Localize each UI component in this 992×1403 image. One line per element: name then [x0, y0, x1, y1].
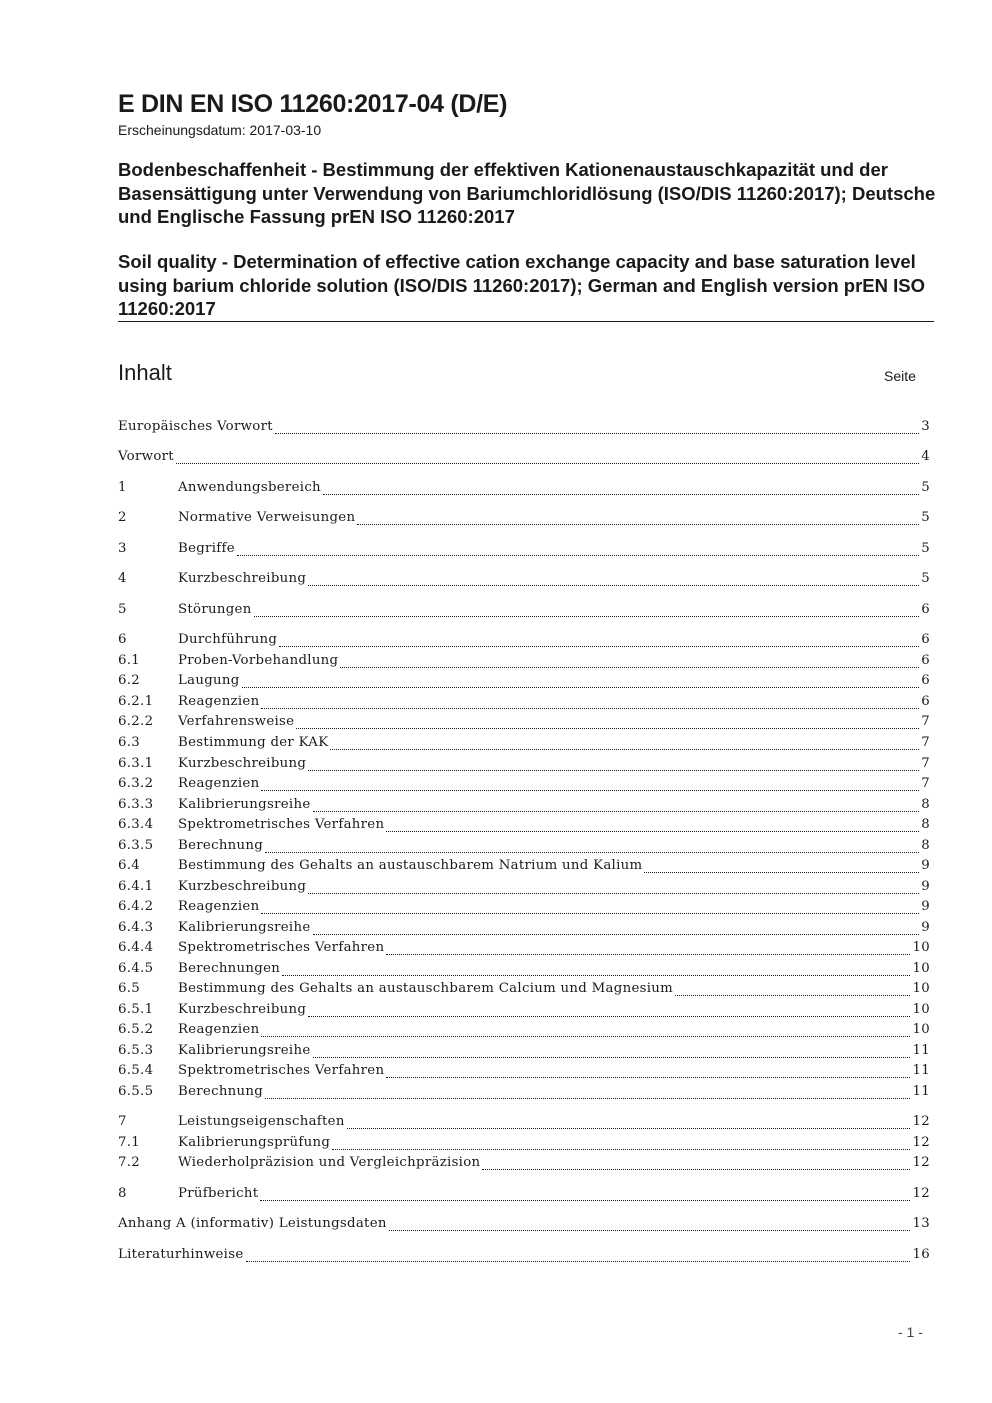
toc-dot-leader — [282, 974, 910, 976]
toc-dot-leader — [644, 871, 919, 873]
toc-entry[interactable] — [118, 981, 930, 1001]
toc-entry-number: 6.2 — [118, 673, 141, 688]
toc-entry-number: 6.4.1 — [118, 879, 154, 894]
toc-entry[interactable] — [118, 776, 930, 796]
toc-entry-number: 6.2.1 — [118, 694, 154, 709]
toc-entry-label: Kalibrierungsreihe — [178, 797, 311, 812]
toc-entry[interactable] — [118, 1247, 930, 1267]
toc-entry-page: 6 — [921, 602, 930, 617]
toc-entry-page: 10 — [912, 940, 930, 955]
toc-entry-label: Reagenzien — [178, 1022, 260, 1037]
toc-dot-leader — [308, 892, 919, 894]
toc-entry-page: 13 — [912, 1216, 930, 1231]
toc-entry-label: Anwendungsbereich — [178, 480, 321, 495]
toc-dot-leader — [313, 933, 920, 935]
toc-dot-leader — [237, 554, 919, 556]
toc-entry[interactable] — [118, 480, 930, 500]
toc-entry[interactable] — [118, 510, 930, 530]
toc-entry[interactable] — [118, 602, 930, 622]
toc-dot-leader — [386, 1076, 910, 1078]
toc-entry-page: 10 — [912, 1002, 930, 1017]
toc-entry[interactable] — [118, 879, 930, 899]
toc-entry-number: 6.4.4 — [118, 940, 154, 955]
toc-dot-leader — [482, 1168, 910, 1170]
toc-entry-label: Spektrometrisches Verfahren — [178, 940, 385, 955]
toc-dot-leader — [386, 953, 910, 955]
toc-entry-page: 12 — [912, 1135, 930, 1150]
toc-entry-label: Kurzbeschreibung — [178, 756, 307, 771]
toc-entry[interactable] — [118, 756, 930, 776]
toc-entry-label: Kalibrierungsprüfung — [178, 1135, 331, 1150]
toc-entry-page: 9 — [921, 920, 930, 935]
toc-entry-label: Prüfbericht — [178, 1186, 259, 1201]
toc-entry-number: 6.5 — [118, 981, 141, 996]
toc-entry-label: Durchführung — [178, 632, 278, 647]
toc-dot-leader — [340, 666, 919, 668]
toc-entry[interactable] — [118, 571, 930, 591]
toc-entry-number: 6.4 — [118, 858, 141, 873]
toc-entry-label: Reagenzien — [178, 899, 260, 914]
toc-entry[interactable] — [118, 735, 930, 755]
toc-entry-label: Reagenzien — [178, 776, 260, 791]
toc-entry-number: 6.5.4 — [118, 1063, 154, 1078]
toc-entry-page: 6 — [921, 694, 930, 709]
toc-entry-number: 6.1 — [118, 653, 141, 668]
toc-entry-label: Störungen — [178, 602, 252, 617]
toc-entry[interactable] — [118, 1114, 930, 1134]
toc-dot-leader — [261, 707, 919, 709]
toc-entry-page: 3 — [921, 419, 930, 434]
toc-entry-page: 10 — [912, 1022, 930, 1037]
toc-dot-leader — [261, 789, 919, 791]
toc-entry-label: Proben-Vorbehandlung — [178, 653, 339, 668]
toc-entry[interactable] — [118, 694, 930, 714]
toc-dot-leader — [308, 769, 919, 771]
toc-entry-page: 7 — [921, 735, 930, 750]
toc-entry-label: Verfahrensweise — [178, 714, 295, 729]
toc-entry[interactable] — [118, 1135, 930, 1155]
toc-entry-label: Kurzbeschreibung — [178, 571, 307, 586]
toc-entry[interactable] — [118, 1002, 930, 1022]
toc-dot-leader — [308, 584, 919, 586]
toc-dot-leader — [261, 912, 919, 914]
toc-entry-page: 5 — [921, 571, 930, 586]
toc-dot-leader — [330, 748, 919, 750]
toc-entry-label: Kurzbeschreibung — [178, 1002, 307, 1017]
toc-entry[interactable] — [118, 858, 930, 878]
english-heading: Soil quality - Determination of effective cation exchange capacity and base saturation level using barium chloride solution (ISO/DIS 11260:2017); German and English version prEN ISO 11260:2017 — [118, 251, 925, 319]
toc-entry[interactable] — [118, 1084, 930, 1104]
toc-dot-leader — [260, 1199, 910, 1201]
toc-entry-page: 5 — [921, 510, 930, 525]
toc-entry-label: Bestimmung der KAK — [178, 735, 329, 750]
table-of-contents — [118, 0, 930, 1403]
toc-entry[interactable] — [118, 419, 930, 439]
toc-entry-label: Berechnung — [178, 1084, 264, 1099]
toc-entry-label: Bestimmung des Gehalts an austauschbarem Calcium und Magnesium — [178, 981, 674, 996]
toc-entry[interactable] — [118, 1022, 930, 1042]
toc-entry-page: 11 — [912, 1084, 930, 1099]
toc-dot-leader — [261, 1035, 910, 1037]
toc-entry-page: 8 — [921, 817, 930, 832]
toc-entry-label: Leistungseigenschaften — [178, 1114, 345, 1129]
toc-dot-leader — [296, 727, 919, 729]
toc-entry-page: 12 — [912, 1155, 930, 1170]
toc-entry-label: Bestimmung des Gehalts an austauschbarem Natrium und Kalium — [178, 858, 643, 873]
toc-entry-label: Europäisches Vorwort — [118, 419, 273, 434]
toc-entry-page: 5 — [921, 480, 930, 495]
publication-date: Erscheinungsdatum: 2017-03-10 — [118, 122, 322, 138]
toc-entry-number: 3 — [118, 541, 127, 556]
toc-entry[interactable] — [118, 1216, 930, 1236]
toc-entry-number: 6.4.5 — [118, 961, 154, 976]
toc-dot-leader — [332, 1148, 910, 1150]
toc-entry[interactable] — [118, 632, 930, 652]
toc-entry-page: 16 — [912, 1247, 930, 1262]
toc-entry-page: 12 — [912, 1186, 930, 1201]
toc-dot-leader — [242, 686, 920, 688]
toc-entry-label: Spektrometrisches Verfahren — [178, 817, 385, 832]
toc-entry-page: 7 — [921, 756, 930, 771]
toc-entry[interactable] — [118, 1043, 930, 1063]
toc-dot-leader — [357, 523, 919, 525]
toc-entry-label: Anhang A (informativ) Leistungsdaten — [118, 1216, 387, 1231]
toc-entry[interactable] — [118, 940, 930, 960]
toc-entry-page: 9 — [921, 858, 930, 873]
toc-dot-leader — [246, 1260, 911, 1262]
toc-entry[interactable] — [118, 541, 930, 561]
toc-entry[interactable] — [118, 920, 930, 940]
toc-entry-number: 7 — [118, 1114, 127, 1129]
document-title: E DIN EN ISO 11260:2017-04 (D/E) — [118, 90, 508, 118]
toc-entry[interactable] — [118, 449, 930, 469]
toc-dot-leader — [323, 493, 919, 495]
toc-entry-page: 9 — [921, 879, 930, 894]
toc-entry-number: 6.2.2 — [118, 714, 154, 729]
toc-entry[interactable] — [118, 838, 930, 858]
toc-entry-page: 6 — [921, 632, 930, 647]
toc-entry-page: 4 — [921, 449, 930, 464]
toc-entry-label: Berechnung — [178, 838, 264, 853]
toc-entry[interactable] — [118, 1155, 930, 1175]
toc-entry-page: 6 — [921, 673, 930, 688]
toc-dot-leader — [389, 1229, 911, 1231]
toc-entry-page: 12 — [912, 1114, 930, 1129]
toc-entry-number: 6.3.1 — [118, 756, 154, 771]
toc-entry[interactable] — [118, 653, 930, 673]
toc-dot-leader — [275, 432, 919, 434]
toc-entry-number: 6.5.3 — [118, 1043, 154, 1058]
toc-entry-label: Begriffe — [178, 541, 235, 556]
toc-entry-label: Reagenzien — [178, 694, 260, 709]
toc-entry-label: Spektrometrisches Verfahren — [178, 1063, 385, 1078]
toc-entry-page: 11 — [912, 1043, 930, 1058]
toc-entry[interactable] — [118, 797, 930, 817]
toc-dot-leader — [279, 645, 919, 647]
toc-dot-leader — [254, 615, 920, 617]
toc-entry-number: 6 — [118, 632, 127, 647]
toc-entry-number: 6.4.3 — [118, 920, 154, 935]
toc-entry-page: 7 — [921, 714, 930, 729]
german-heading: Bodenbeschaffenheit - Bestimmung der effektiven Kationenaustauschkapazität und der Basensättigung unter Verwendung von Bariumchloridlösung (ISO/DIS 11260:2017); Deutsche und Englische Fassung prEN ISO 11260:2017 — [118, 159, 936, 227]
toc-entry-page: 5 — [921, 541, 930, 556]
toc-heading: Inhalt — [118, 360, 172, 385]
toc-entry-number: 5 — [118, 602, 127, 617]
toc-entry-page: 11 — [912, 1063, 930, 1078]
toc-entry-label: Laugung — [178, 673, 240, 688]
toc-entry-number: 6.3.5 — [118, 838, 154, 853]
toc-dot-leader — [675, 994, 910, 996]
toc-entry[interactable] — [118, 899, 930, 919]
toc-entry-number: 6.4.2 — [118, 899, 154, 914]
toc-entry-label: Kurzbeschreibung — [178, 879, 307, 894]
page-number: - 1 - — [898, 1324, 923, 1340]
toc-entry-page: 9 — [921, 899, 930, 914]
toc-entry-page: 7 — [921, 776, 930, 791]
toc-entry-label: Wiederholpräzision und Vergleichpräzision — [178, 1155, 481, 1170]
toc-entry[interactable] — [118, 714, 930, 734]
toc-entry-label: Kalibrierungsreihe — [178, 1043, 311, 1058]
toc-entry-number: 4 — [118, 571, 127, 586]
toc-entry-label: Literaturhinweise — [118, 1247, 244, 1262]
toc-entry-page: 8 — [921, 838, 930, 853]
toc-entry[interactable] — [118, 817, 930, 837]
toc-entry[interactable] — [118, 673, 930, 693]
toc-entry-number: 6.3.2 — [118, 776, 154, 791]
toc-dot-leader — [308, 1015, 910, 1017]
toc-entry-page: 10 — [912, 981, 930, 996]
toc-dot-leader — [313, 810, 920, 812]
toc-dot-leader — [386, 830, 919, 832]
toc-entry-number: 6.5.5 — [118, 1084, 154, 1099]
toc-entry-label: Vorwort — [118, 449, 174, 464]
toc-entry-number: 8 — [118, 1186, 127, 1201]
toc-entry-label: Kalibrierungsreihe — [178, 920, 311, 935]
toc-entry[interactable] — [118, 961, 930, 981]
toc-entry-number: 2 — [118, 510, 127, 525]
toc-entry-number: 6.5.2 — [118, 1022, 154, 1037]
toc-entry-number: 6.3.3 — [118, 797, 154, 812]
toc-entry-number: 6.3 — [118, 735, 141, 750]
toc-dot-leader — [265, 851, 919, 853]
toc-entry-number: 6.5.1 — [118, 1002, 154, 1017]
toc-entry-number: 6.3.4 — [118, 817, 154, 832]
toc-dot-leader — [176, 462, 919, 464]
toc-dot-leader — [347, 1127, 911, 1129]
toc-entry-label: Berechnungen — [178, 961, 281, 976]
toc-entry-label: Normative Verweisungen — [178, 510, 356, 525]
toc-page-label: Seite — [884, 368, 916, 384]
toc-entry-page: 6 — [921, 653, 930, 668]
toc-dot-leader — [313, 1056, 911, 1058]
toc-entry[interactable] — [118, 1063, 930, 1083]
toc-entry-page: 10 — [912, 961, 930, 976]
toc-entry-number: 1 — [118, 480, 127, 495]
toc-dot-leader — [265, 1097, 910, 1099]
toc-entry[interactable] — [118, 1186, 930, 1206]
toc-entry-number: 7.1 — [118, 1135, 141, 1150]
toc-entry-page: 8 — [921, 797, 930, 812]
toc-entry-number: 7.2 — [118, 1155, 141, 1170]
